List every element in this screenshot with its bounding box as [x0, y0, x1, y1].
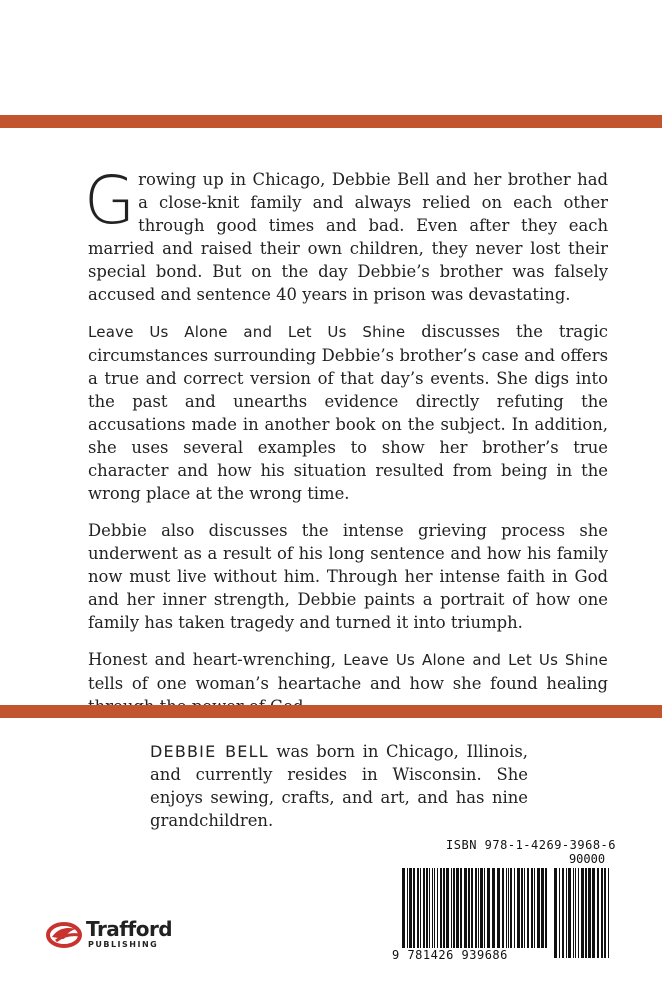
barcode-bar [510, 868, 512, 948]
barcode-bar [566, 868, 567, 958]
isbn-text: ISBN 978-1-4269-3968-6 [446, 838, 616, 852]
barcode-bar [585, 868, 587, 958]
drop-cap: G [84, 162, 136, 239]
barcode-bar [407, 868, 408, 948]
barcode-bar [581, 868, 584, 958]
barcode-bar [568, 868, 571, 958]
barcode-bar [451, 868, 452, 948]
barcode-bar [429, 868, 430, 948]
barcode-bar [541, 868, 544, 948]
publisher-name: Trafford [86, 917, 173, 941]
barcode-bar [575, 868, 576, 958]
publisher-logo [46, 915, 196, 953]
barcode-bar [524, 868, 525, 948]
barcode-bar [559, 868, 560, 958]
barcode-bar [475, 868, 477, 948]
barcode-bar [437, 868, 438, 948]
barcode-bar [453, 868, 455, 948]
barcode-bar [484, 868, 485, 948]
barcode-bar [420, 868, 421, 948]
book-title-inline: Leave Us Alone and Let Us Shine [88, 323, 406, 341]
author-bio [150, 740, 528, 832]
barcode-bar [508, 868, 509, 948]
barcode-bar [487, 868, 490, 948]
barcode-main-bars [402, 868, 552, 950]
barcode-bar [601, 868, 603, 958]
barcode-bar [537, 868, 540, 948]
barcode-bar [573, 868, 574, 958]
barcode-bar [443, 868, 445, 948]
barcode-bar [578, 868, 579, 958]
barcode-bar [608, 868, 609, 958]
barcode-bar [409, 868, 412, 948]
barcode-bar [506, 868, 507, 948]
barcode-bar [534, 868, 535, 948]
publisher-subtitle: PUBLISHING [88, 940, 159, 949]
barcode-bar [554, 868, 557, 958]
blurb-p1-text: rowing up in Chicago, Debbie Bell and her brother had a close-knit family and always relied on each other through good times and bad. Even after they each married and raised their own children, they never lost their special bond. But on the day Debbie’s brother was falsely accused and sentence 40 years in prison was devastating. [88, 170, 608, 304]
barcode-addon-bars [554, 868, 616, 958]
middle-divider-band [0, 705, 662, 718]
blurb-p2-text: discusses the tragic circumstances surrounding Debbie’s brother’s case and offers a true and correct version of that day’s events. She digs into the past and unearths evidence directly refuting the accusations made in another book on the subject. In addition, she uses several examples to show her brother’s true character and how his situation resulted from being in the wrong place at the wrong time. [88, 322, 608, 503]
barcode-bar [426, 868, 428, 948]
barcode-bar [478, 868, 479, 948]
barcode-bar [592, 868, 595, 958]
barcode-bar [588, 868, 591, 958]
barcode-bar [502, 868, 504, 948]
author-name: DEBBIE BELL [150, 742, 269, 761]
barcode-bar [497, 868, 500, 948]
barcode-bar [531, 868, 533, 948]
blurb-p4-post: tells of one woman’s heartache and how she found healing [88, 674, 608, 693]
price-code: 90000 [568, 852, 606, 866]
blurb-paragraph-1 [84, 162, 608, 306]
barcode-bar [423, 868, 425, 948]
barcode-bar [402, 868, 405, 948]
book-title-inline-2: Leave Us Alone and Let Us Shine [343, 651, 608, 669]
trafford-logo-icon [46, 917, 88, 951]
barcode-bar [464, 868, 467, 948]
back-cover-blurb [84, 162, 608, 732]
barcode-bar [492, 868, 495, 948]
blurb-paragraph-2 [88, 320, 608, 505]
blurb-p4-pre: Honest and heart-wrenching, [88, 650, 344, 669]
barcode-bar [432, 868, 433, 948]
barcode-digits: 9 781426 939686 [392, 948, 508, 962]
barcode-bar [597, 868, 599, 958]
barcode-bar [440, 868, 442, 948]
barcode-bar [480, 868, 483, 948]
barcode-bar [514, 868, 515, 948]
top-divider-band [0, 115, 662, 128]
barcode-bar [460, 868, 462, 948]
blurb-paragraph-3: Debbie also discusses the intense grieving process she underwent as a result of his long sentence and how his family now must live without him. Through her intense faith in God and her inner strength, Debbie paints a portrait of how one family has taken tragedy and turned it into triumph. [88, 521, 608, 632]
barcode-bar [545, 868, 547, 948]
barcode-bar [413, 868, 415, 948]
author-bio-text: was born in Chicago, Illinois, and currently resides in Wisconsin. She enjoys sewing, crafts, and art, and has nine grandchildren. [150, 742, 528, 830]
barcode-bar [562, 868, 564, 958]
barcode-bar [456, 868, 459, 948]
isbn-barcode [392, 838, 620, 983]
barcode-bar [521, 868, 523, 948]
barcode-bar [517, 868, 520, 948]
barcode-bar [604, 868, 606, 958]
barcode-bar [417, 868, 419, 948]
barcode-bar [471, 868, 473, 948]
barcode-bar [434, 868, 435, 948]
barcode-bar [446, 868, 449, 948]
barcode-bar [468, 868, 470, 948]
barcode-bar [527, 868, 529, 948]
